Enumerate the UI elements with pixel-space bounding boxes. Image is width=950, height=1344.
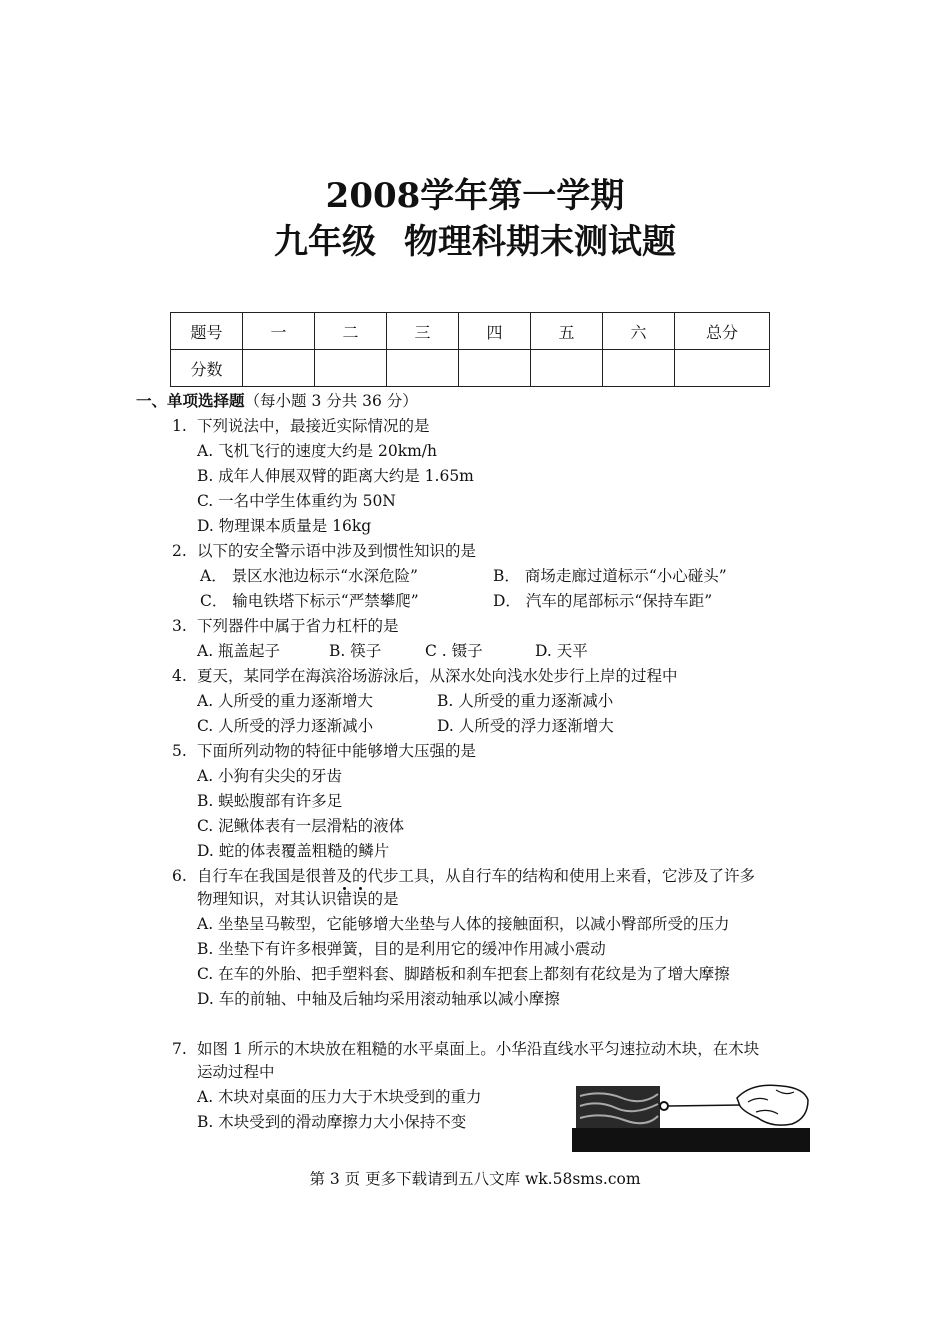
score-cell-header: 四 <box>459 313 531 350</box>
emphasis-char: 错 <box>336 890 353 908</box>
option-a: A． 景区水池边标示“水深危险” <box>200 567 418 585</box>
option-b: B. 蜈蚣腹部有许多足 <box>197 792 343 810</box>
option-d: D. 人所受的浮力逐渐增大 <box>437 717 614 735</box>
hand <box>737 1085 808 1125</box>
question-number: 1. <box>172 417 187 435</box>
question-stem-continued: 运动过程中 <box>197 1063 275 1081</box>
option-a: A. 飞机飞行的速度大约是 20km/h <box>197 442 437 460</box>
option-a: A. 小狗有尖尖的牙齿 <box>197 767 343 785</box>
question-number: 4. <box>172 667 187 685</box>
figure-1-wood-block-illustration <box>572 1078 810 1152</box>
score-cell-header: 题号 <box>171 313 243 350</box>
question-number: 5. <box>172 742 187 760</box>
score-cell-empty[interactable] <box>531 350 603 387</box>
option-d: D. 车的前轴、中轴及后轴均采用滚动轴承以减小摩擦 <box>197 990 560 1008</box>
option-d: D. 天平 <box>535 642 588 660</box>
option-c: C. 一名中学生体重约为 50N <box>197 492 396 510</box>
score-cell-empty[interactable] <box>387 350 459 387</box>
option-b: B． 商场走廊过道标示“小心碰头” <box>493 567 727 585</box>
score-cell-header: 五 <box>531 313 603 350</box>
option-d: D. 蛇的体表覆盖粗糙的鳞片 <box>197 842 390 860</box>
question-stem: 夏天，某同学在海滨浴场游泳后，从深水处向浅水处步行上岸的过程中 <box>197 667 678 685</box>
question-number: 2. <box>172 542 187 560</box>
exam-title-subject <box>0 214 950 263</box>
option-c: C . 镊子 <box>425 642 483 660</box>
exam-title-term: 2008学年第一学期 <box>325 176 625 216</box>
table-surface <box>572 1128 810 1152</box>
option-b: B. 人所受的重力逐渐减小 <box>437 692 614 710</box>
option-a: A. 人所受的重力逐渐增大 <box>197 692 374 710</box>
question-stem: 下列说法中，最接近实际情况的是 <box>197 417 430 435</box>
option-d: D． 汽车的尾部标示“保持车距” <box>493 592 713 610</box>
page-footer: 第 3 页 更多下载请到五八文库 wk.58sms.com <box>309 1170 641 1188</box>
question-stem: 自行车在我国是很普及的代步工具，从自行车的结构和使用上来看，它涉及了许多 <box>197 867 756 885</box>
score-cell-empty[interactable] <box>243 350 315 387</box>
question-stem: 如图 1 所示的木块放在粗糙的水平桌面上。小华沿直线水平匀速拉动木块，在木块 <box>197 1040 760 1058</box>
score-cell-empty[interactable] <box>315 350 387 387</box>
question-stem: 下列器件中属于省力杠杆的是 <box>197 617 399 635</box>
score-cell-header: 二 <box>315 313 387 350</box>
option-c: C. 泥鳅体表有一层滑粘的液体 <box>197 817 405 835</box>
question-number: 6. <box>172 867 187 885</box>
subject-label: 物理科期末测试题 <box>404 222 676 262</box>
option-b: B. 木块受到的滑动摩擦力大小保持不变 <box>197 1113 467 1131</box>
option-d: D. 物理课本质量是 16kg <box>197 517 372 535</box>
section-heading <box>136 391 418 411</box>
section-title: 一、单项选择题 <box>136 391 245 410</box>
emphasis-char: 误 <box>352 890 368 908</box>
option-b: B. 成年人伸展双臂的距离大约是 1.65m <box>197 467 474 485</box>
option-c: C. 人所受的浮力逐渐减小 <box>197 717 374 735</box>
option-b: B. 坐垫下有许多根弹簧，目的是利用它的缓冲作用减小震动 <box>197 940 606 958</box>
pull-string <box>668 1105 742 1106</box>
option-b: B. 筷子 <box>329 642 382 660</box>
stem-text: 物理知识，对其认识 <box>197 890 337 908</box>
option-a: A. 瓶盖起子 <box>197 642 281 660</box>
question-number: 7. <box>172 1040 187 1058</box>
score-cell-empty[interactable] <box>603 350 675 387</box>
option-a: A. 木块对桌面的压力大于木块受到的重力 <box>197 1088 482 1106</box>
hook <box>660 1102 668 1110</box>
section-note: （每小题 3 分共 36 分） <box>244 392 418 410</box>
score-cell-empty[interactable] <box>675 350 770 387</box>
option-c: C． 输电铁塔下标示“严禁攀爬” <box>200 592 419 610</box>
score-table-score-row <box>171 350 770 387</box>
option-c: C. 在车的外胎、把手塑料套、脚踏板和刹车把套上都刻有花纹是为了增大摩擦 <box>197 965 730 983</box>
score-table-header-row <box>171 313 770 350</box>
score-cell-header: 一 <box>243 313 315 350</box>
grade-label: 九年级 <box>274 222 376 262</box>
stem-text: 的是 <box>367 890 399 908</box>
score-cell-header: 总分 <box>675 313 770 350</box>
score-cell-header: 三 <box>387 313 459 350</box>
score-cell-empty[interactable] <box>459 350 531 387</box>
score-row-label: 分数 <box>171 350 243 387</box>
option-a: A. 坐垫呈马鞍型，它能够增大坐垫与人体的接触面积，以减小臀部所受的压力 <box>197 915 730 933</box>
score-table <box>170 312 770 387</box>
question-stem-continued <box>197 889 399 909</box>
question-stem: 下面所列动物的特征中能够增大压强的是 <box>197 742 477 760</box>
question-number: 3. <box>172 617 187 635</box>
question-stem: 以下的安全警示语中涉及到惯性知识的是 <box>197 542 477 560</box>
score-cell-header: 六 <box>603 313 675 350</box>
